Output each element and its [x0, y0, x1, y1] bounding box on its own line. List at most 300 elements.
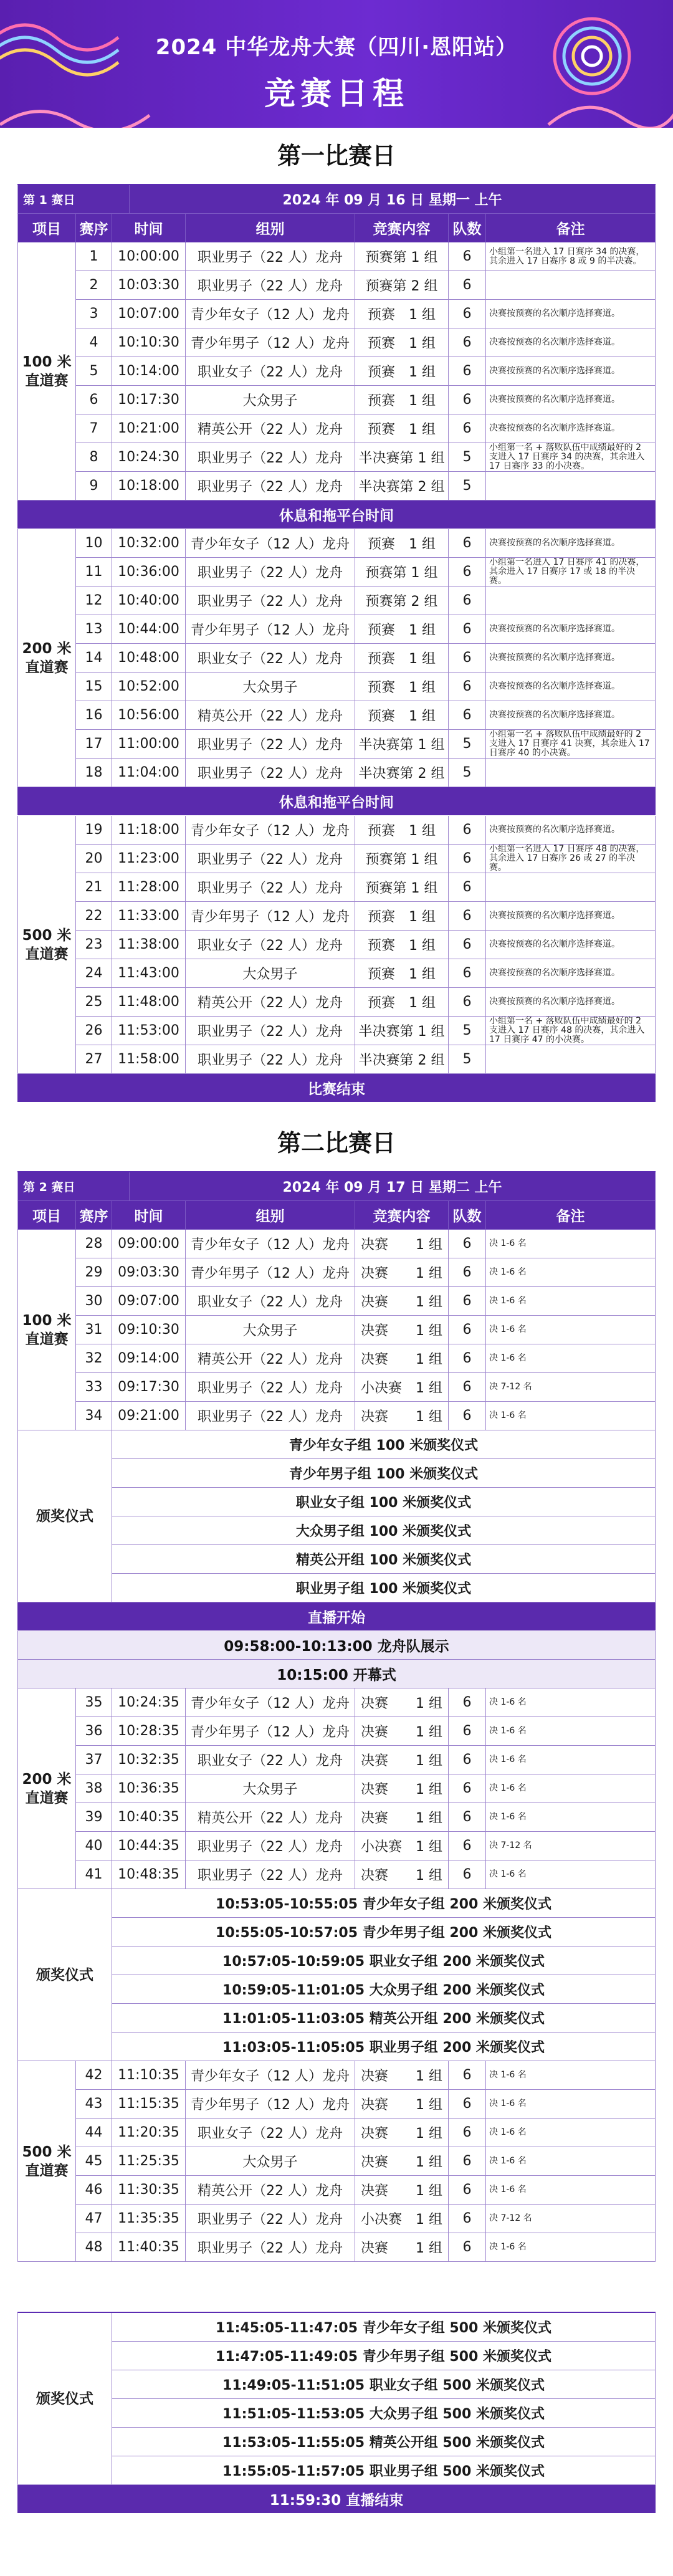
- race-teams: 6: [449, 414, 486, 443]
- race-content: 预赛第 1 组: [355, 873, 449, 902]
- race-group: 大众男子: [186, 959, 355, 988]
- category-label: 200 米直道赛: [17, 529, 76, 787]
- race-time: 09:03:30: [112, 1258, 186, 1287]
- race-time: 11:25:35: [112, 2147, 186, 2176]
- race-seq: 48: [76, 2233, 112, 2262]
- race-content: 预赛 1 组: [355, 300, 449, 328]
- race-teams: 6: [449, 2176, 486, 2205]
- race-teams: 6: [449, 873, 486, 902]
- race-seq: 42: [76, 2061, 112, 2090]
- table-row: [76, 2090, 656, 2119]
- col-content: 竞赛内容: [355, 1201, 449, 1230]
- race-content: 小决赛 1 组: [355, 1373, 449, 1402]
- ceremony-item: 11:47:05-11:49:05 青少年男子组 500 米颁奖仪式: [112, 2342, 656, 2370]
- race-time: 11:00:00: [112, 730, 186, 759]
- race-remark: 决 1-6 名: [486, 1774, 656, 1803]
- ceremony-row: [112, 1889, 656, 1918]
- race-teams: 6: [449, 271, 486, 300]
- race-teams: 6: [449, 1344, 486, 1373]
- table-row: [76, 1832, 656, 1860]
- race-seq: 40: [76, 1832, 112, 1860]
- race-rows: [76, 816, 656, 1074]
- race-group: 职业男子（22 人）龙舟: [186, 1017, 355, 1045]
- ceremony-item: 10:55:05-10:57:05 青少年男子组 200 米颁奖仪式: [112, 1918, 656, 1946]
- col-teams: 队数: [449, 1201, 486, 1230]
- race-content: 预赛 1 组: [355, 701, 449, 730]
- race-seq: 19: [76, 816, 112, 845]
- ceremony-row: [112, 2456, 656, 2485]
- table-row: [76, 1287, 656, 1316]
- race-seq: 27: [76, 1045, 112, 1074]
- race-group: 青少年女子（12 人）龙舟: [186, 1688, 355, 1717]
- ceremony-row: [112, 1574, 656, 1602]
- race-group: 精英公开（22 人）龙舟: [186, 1803, 355, 1832]
- col-group: 组别: [186, 1201, 355, 1230]
- race-teams: 6: [449, 357, 486, 386]
- table-row: [76, 730, 656, 759]
- race-content: 决赛 1 组: [355, 1860, 449, 1889]
- race-content: 预赛 1 组: [355, 615, 449, 644]
- race-time: 11:38:00: [112, 931, 186, 959]
- day-label: 第 2 赛日: [17, 1172, 130, 1201]
- category-group: [17, 529, 656, 787]
- category-label: 100 米直道赛: [17, 1230, 76, 1430]
- race-seq: 41: [76, 1860, 112, 1889]
- race-group: 青少年女子（12 人）龙舟: [186, 2061, 355, 2090]
- ceremony-item: 青少年男子组 100 米颁奖仪式: [112, 1459, 656, 1488]
- race-remark: 决赛按预赛的名次顺序选择赛道。: [486, 673, 656, 701]
- category-label: 500 米直道赛: [17, 816, 76, 1074]
- race-time: 10:17:30: [112, 386, 186, 414]
- race-remark: 决 1-6 名: [486, 1860, 656, 1889]
- category-label: 颁奖仪式: [17, 2313, 112, 2485]
- race-content: 预赛 1 组: [355, 414, 449, 443]
- race-time: 11:30:35: [112, 2176, 186, 2205]
- race-content: 预赛 1 组: [355, 959, 449, 988]
- race-group: 职业男子（22 人）龙舟: [186, 2233, 355, 2262]
- race-remark: 决赛按预赛的名次顺序选择赛道。: [486, 701, 656, 730]
- race-content: 小决赛 1 组: [355, 1832, 449, 1860]
- race-seq: 46: [76, 2176, 112, 2205]
- category-label: 颁奖仪式: [17, 1889, 112, 2061]
- race-group: 青少年男子（12 人）龙舟: [186, 328, 355, 357]
- race-teams: 6: [449, 1688, 486, 1717]
- race-remark: [486, 759, 656, 787]
- race-group: 职业男子（22 人）龙舟: [186, 845, 355, 873]
- ceremony-200-block: [17, 1889, 656, 2061]
- race-seq: 18: [76, 759, 112, 787]
- table-row: [76, 1045, 656, 1074]
- race-seq: 35: [76, 1688, 112, 1717]
- race-time: 11:20:35: [112, 2119, 186, 2147]
- race-group: 大众男子: [186, 673, 355, 701]
- race-teams: 6: [449, 1287, 486, 1316]
- race-group: 精英公开（22 人）龙舟: [186, 414, 355, 443]
- race-time: 10:28:35: [112, 1717, 186, 1746]
- race-rows: [76, 529, 656, 787]
- race-seq: 34: [76, 1402, 112, 1430]
- race-content: 决赛 1 组: [355, 1287, 449, 1316]
- race-remark: 决 1-6 名: [486, 2233, 656, 2262]
- table-row: [76, 443, 656, 472]
- table-row: [76, 300, 656, 328]
- race-remark: 决赛按预赛的名次顺序选择赛道。: [486, 615, 656, 644]
- race-seq: 24: [76, 959, 112, 988]
- race-teams: 6: [449, 558, 486, 587]
- race-group: 青少年男子（12 人）龙舟: [186, 902, 355, 931]
- race-remark: 决 1-6 名: [486, 1344, 656, 1373]
- race-group: 职业女子（22 人）龙舟: [186, 931, 355, 959]
- ceremony-item: 11:53:05-11:55:05 精英公开组 500 米颁奖仪式: [112, 2428, 656, 2456]
- category-group: [17, 1230, 656, 1430]
- table-row: [76, 414, 656, 443]
- race-time: 10:21:00: [112, 414, 186, 443]
- race-time: 10:40:35: [112, 1803, 186, 1832]
- race-time: 10:44:35: [112, 1832, 186, 1860]
- race-teams: 6: [449, 1373, 486, 1402]
- race-seq: 26: [76, 1017, 112, 1045]
- race-content: 半决赛第 2 组: [355, 759, 449, 787]
- ceremony-group: [17, 1889, 656, 2061]
- race-remark: 小组第一名 + 落败队伍中成绩最好的 2 支进入 17 日赛序 34 的决赛，其余进入 17 日赛序 33 的小决赛。: [486, 443, 656, 472]
- category-label: 颁奖仪式: [17, 1430, 112, 1602]
- race-content: 半决赛第 2 组: [355, 472, 449, 500]
- race-100-block: [17, 1230, 656, 1430]
- race-seq: 20: [76, 845, 112, 873]
- ceremony-row: [112, 1918, 656, 1946]
- race-content: 半决赛第 1 组: [355, 443, 449, 472]
- race-group: 职业男子（22 人）龙舟: [186, 587, 355, 615]
- race-remark: 决赛按预赛的名次顺序选择赛道。: [486, 414, 656, 443]
- race-seq: 31: [76, 1316, 112, 1344]
- ceremony-item: 10:59:05-11:01:05 大众男子组 200 米颁奖仪式: [112, 1975, 656, 2004]
- race-remark: 决 1-6 名: [486, 2061, 656, 2090]
- race-content: 预赛 1 组: [355, 529, 449, 558]
- race-seq: 10: [76, 529, 112, 558]
- race-remark: 决 1-6 名: [486, 1287, 656, 1316]
- col-seq: 赛序: [76, 1201, 112, 1230]
- race-group: 精英公开（22 人）龙舟: [186, 2176, 355, 2205]
- race-seq: 45: [76, 2147, 112, 2176]
- race-group: 职业男子（22 人）龙舟: [186, 271, 355, 300]
- race-content: 预赛 1 组: [355, 902, 449, 931]
- ceremony-item: 职业女子组 100 米颁奖仪式: [112, 1488, 656, 1516]
- category-label: 500 米直道赛: [17, 2061, 76, 2262]
- race-time: 10:48:00: [112, 644, 186, 673]
- race-teams: 5: [449, 730, 486, 759]
- race-group: 职业女子（22 人）龙舟: [186, 1746, 355, 1774]
- date-label: 2024 年 09 月 16 日 星期一 上午: [130, 185, 656, 214]
- race-group: 青少年男子（12 人）龙舟: [186, 2090, 355, 2119]
- day2-title: 第二比赛日: [277, 1129, 396, 1157]
- race-content: 决赛 1 组: [355, 1746, 449, 1774]
- category-group: [17, 816, 656, 1074]
- table-row: [76, 1402, 656, 1430]
- race-teams: 5: [449, 443, 486, 472]
- ceremony-item: 11:01:05-11:03:05 精英公开组 200 米颁奖仪式: [112, 2004, 656, 2033]
- race-time: 10:32:35: [112, 1746, 186, 1774]
- race-content: 预赛第 1 组: [355, 558, 449, 587]
- race-time: 11:53:00: [112, 1017, 186, 1045]
- event-subtitle: 2024 中华龙舟大赛（四川·恩阳站）: [155, 35, 518, 60]
- race-remark: 决 1-6 名: [486, 2147, 656, 2176]
- race-group: 职业男子（22 人）龙舟: [186, 1045, 355, 1074]
- race-teams: 6: [449, 845, 486, 873]
- ceremony-100-block: [17, 1430, 656, 1602]
- race-group: 职业男子（22 人）龙舟: [186, 1373, 355, 1402]
- race-teams: 6: [449, 1230, 486, 1258]
- race-seq: 21: [76, 873, 112, 902]
- race-group: 青少年女子（12 人）龙舟: [186, 300, 355, 328]
- race-time: 10:36:35: [112, 1774, 186, 1803]
- ceremony-item: 大众男子组 100 米颁奖仪式: [112, 1516, 656, 1545]
- race-content: 预赛 1 组: [355, 988, 449, 1017]
- opening-ceremony: 10:15:00 开幕式: [17, 1660, 656, 1688]
- race-content: 预赛第 2 组: [355, 587, 449, 615]
- race-time: 11:48:00: [112, 988, 186, 1017]
- race-content: 预赛第 2 组: [355, 271, 449, 300]
- table-row: [76, 1017, 656, 1045]
- race-remark: 决 7-12 名: [486, 2205, 656, 2233]
- table-row: [76, 328, 656, 357]
- race-seq: 12: [76, 587, 112, 615]
- page-header: [0, 0, 673, 128]
- day1-title: 第一比赛日: [277, 142, 396, 170]
- race-teams: 6: [449, 300, 486, 328]
- day1-blocks: [17, 242, 656, 1074]
- race-teams: 6: [449, 1717, 486, 1746]
- ceremony-500-block: [17, 2313, 656, 2485]
- race-teams: 6: [449, 1402, 486, 1430]
- table-row: [76, 959, 656, 988]
- race-teams: 5: [449, 1017, 486, 1045]
- ceremony-row: [112, 1516, 656, 1545]
- rest-divider: 休息和拖平台时间: [17, 500, 656, 529]
- race-seq: 36: [76, 1717, 112, 1746]
- race-remark: [486, 1045, 656, 1074]
- race-remark: 决赛按预赛的名次顺序选择赛道。: [486, 959, 656, 988]
- race-remark: 决赛按预赛的名次顺序选择赛道。: [486, 386, 656, 414]
- race-seq: 39: [76, 1803, 112, 1832]
- race-teams: 6: [449, 2147, 486, 2176]
- race-teams: 6: [449, 2061, 486, 2090]
- race-seq: 17: [76, 730, 112, 759]
- race-teams: 6: [449, 1316, 486, 1344]
- race-time: 11:04:00: [112, 759, 186, 787]
- table-row: [76, 529, 656, 558]
- col-content: 竞赛内容: [355, 214, 449, 242]
- ceremony-row: [112, 1946, 656, 1975]
- race-time: 10:48:35: [112, 1860, 186, 1889]
- race-remark: 决 1-6 名: [486, 1746, 656, 1774]
- race-seq: 47: [76, 2205, 112, 2233]
- race-time: 11:40:35: [112, 2233, 186, 2262]
- table-row: [76, 386, 656, 414]
- category-label: 200 米直道赛: [17, 1688, 76, 1889]
- race-time: 10:44:00: [112, 615, 186, 644]
- race-remark: [486, 873, 656, 902]
- table-row: [76, 1688, 656, 1717]
- race-group: 职业男子（22 人）龙舟: [186, 1402, 355, 1430]
- table-row: [76, 2147, 656, 2176]
- table-row: [76, 1344, 656, 1373]
- race-group: 职业男子（22 人）龙舟: [186, 759, 355, 787]
- race-seq: 25: [76, 988, 112, 1017]
- table-row: [76, 1860, 656, 1889]
- race-group: 大众男子: [186, 2147, 355, 2176]
- race-remark: [486, 587, 656, 615]
- race-remark: 决 7-12 名: [486, 1832, 656, 1860]
- category-group: [17, 242, 656, 500]
- race-remark: 小组第一名进入 17 日赛序 34 的决赛，其余进入 17 日赛序 8 或 9 的半决赛。: [486, 242, 656, 271]
- ceremony-item: 11:55:05-11:57:05 职业男子组 500 米颁奖仪式: [112, 2456, 656, 2485]
- race-group: 职业女子（22 人）龙舟: [186, 357, 355, 386]
- table-row: [76, 931, 656, 959]
- race-teams: 6: [449, 1860, 486, 1889]
- race-remark: 决赛按预赛的名次顺序选择赛道。: [486, 902, 656, 931]
- race-teams: 6: [449, 644, 486, 673]
- table-row: [76, 1258, 656, 1287]
- table-row: [76, 845, 656, 873]
- ceremony-row: [112, 2033, 656, 2061]
- dragon-show: 09:58:00-10:13:00 龙舟队展示: [17, 1631, 656, 1660]
- race-content: 决赛 1 组: [355, 1803, 449, 1832]
- table-row: [76, 472, 656, 500]
- race-time: 10:10:30: [112, 328, 186, 357]
- race-content: 预赛 1 组: [355, 673, 449, 701]
- race-content: 预赛第 1 组: [355, 242, 449, 271]
- ceremony-group: [17, 2313, 656, 2485]
- race-remark: 决 1-6 名: [486, 1688, 656, 1717]
- race-seq: 37: [76, 1746, 112, 1774]
- race-seq: 15: [76, 673, 112, 701]
- table-row: [76, 2176, 656, 2205]
- column-header-row: [17, 214, 656, 242]
- race-group: 职业男子（22 人）龙舟: [186, 2205, 355, 2233]
- table-row: [76, 1774, 656, 1803]
- category-group: [17, 1688, 656, 1889]
- table-row: [76, 1373, 656, 1402]
- race-seq: 38: [76, 1774, 112, 1803]
- race-remark: 决赛按预赛的名次顺序选择赛道。: [486, 328, 656, 357]
- ceremony-item: 10:57:05-10:59:05 职业女子组 200 米颁奖仪式: [112, 1946, 656, 1975]
- race-teams: 6: [449, 2233, 486, 2262]
- day1-end: 比赛结束: [17, 1074, 656, 1103]
- ceremony-row: [112, 1459, 656, 1488]
- race-seq: 5: [76, 357, 112, 386]
- race-seq: 44: [76, 2119, 112, 2147]
- race-teams: 6: [449, 673, 486, 701]
- race-time: 09:17:30: [112, 1373, 186, 1402]
- race-teams: 6: [449, 1258, 486, 1287]
- race-time: 10:36:00: [112, 558, 186, 587]
- race-time: 10:32:00: [112, 529, 186, 558]
- race-time: 10:18:00: [112, 472, 186, 500]
- table-row: [76, 587, 656, 615]
- race-remark: 决 1-6 名: [486, 1316, 656, 1344]
- race-group: 大众男子: [186, 1316, 355, 1344]
- race-seq: 28: [76, 1230, 112, 1258]
- race-content: 决赛 1 组: [355, 1316, 449, 1344]
- race-time: 10:24:35: [112, 1688, 186, 1717]
- race-content: 小决赛 1 组: [355, 2205, 449, 2233]
- race-time: 11:28:00: [112, 873, 186, 902]
- race-teams: 6: [449, 959, 486, 988]
- race-teams: 6: [449, 902, 486, 931]
- final-ceremony-table: [17, 2312, 656, 2514]
- ceremony-row: [112, 2342, 656, 2370]
- ceremony-row: [112, 1975, 656, 2004]
- race-content: 半决赛第 2 组: [355, 1045, 449, 1074]
- table-row: [76, 1717, 656, 1746]
- race-group: 职业男子（22 人）龙舟: [186, 730, 355, 759]
- race-time: 09:14:00: [112, 1344, 186, 1373]
- race-teams: 6: [449, 816, 486, 845]
- ceremony-row: [112, 1488, 656, 1516]
- race-rows: [76, 1688, 656, 1889]
- table-row: [76, 2205, 656, 2233]
- race-teams: 6: [449, 701, 486, 730]
- race-group: 大众男子: [186, 386, 355, 414]
- ceremony-row: [112, 2313, 656, 2342]
- race-content: 预赛第 1 组: [355, 845, 449, 873]
- race-seq: 7: [76, 414, 112, 443]
- race-time: 10:52:00: [112, 673, 186, 701]
- race-remark: 决赛按预赛的名次顺序选择赛道。: [486, 644, 656, 673]
- race-content: 决赛 1 组: [355, 2090, 449, 2119]
- race-remark: 决 1-6 名: [486, 2119, 656, 2147]
- table-row: [76, 615, 656, 644]
- race-teams: 6: [449, 328, 486, 357]
- ceremony-item: 精英公开组 100 米颁奖仪式: [112, 1545, 656, 1574]
- race-time: 10:56:00: [112, 701, 186, 730]
- race-remark: 决赛按预赛的名次顺序选择赛道。: [486, 529, 656, 558]
- day1-date-row: [17, 185, 656, 214]
- race-seq: 22: [76, 902, 112, 931]
- race-teams: 6: [449, 615, 486, 644]
- race-time: 11:33:00: [112, 902, 186, 931]
- race-group: 青少年男子（12 人）龙舟: [186, 1258, 355, 1287]
- race-rows: [76, 1230, 656, 1430]
- race-seq: 8: [76, 443, 112, 472]
- race-time: 10:14:00: [112, 357, 186, 386]
- ceremony-item: 11:49:05-11:51:05 职业女子组 500 米颁奖仪式: [112, 2370, 656, 2399]
- race-seq: 11: [76, 558, 112, 587]
- race-teams: 6: [449, 988, 486, 1017]
- race-seq: 16: [76, 701, 112, 730]
- table-row: [76, 873, 656, 902]
- ceremony-rows: [112, 1889, 656, 2061]
- table-row: [76, 1316, 656, 1344]
- race-time: 10:00:00: [112, 242, 186, 271]
- race-content: 预赛 1 组: [355, 816, 449, 845]
- race-group: 职业男子（22 人）龙舟: [186, 1860, 355, 1889]
- race-time: 11:58:00: [112, 1045, 186, 1074]
- race-seq: 30: [76, 1287, 112, 1316]
- race-group: 职业男子（22 人）龙舟: [186, 443, 355, 472]
- race-group: 职业男子（22 人）龙舟: [186, 242, 355, 271]
- race-time: 11:23:00: [112, 845, 186, 873]
- table-row: [76, 988, 656, 1017]
- race-remark: 小组第一名 + 落败队伍中成绩最好的 2 支进入 17 日赛序 41 决赛，其余进入 17 日赛序 40 的小决赛。: [486, 730, 656, 759]
- race-group: 精英公开（22 人）龙舟: [186, 701, 355, 730]
- ceremony-item: 11:03:05-11:05:05 职业男子组 200 米颁奖仪式: [112, 2033, 656, 2061]
- race-group: 青少年女子（12 人）龙舟: [186, 529, 355, 558]
- race-teams: 6: [449, 1803, 486, 1832]
- race-teams: 6: [449, 2090, 486, 2119]
- race-remark: 决赛按预赛的名次顺序选择赛道。: [486, 357, 656, 386]
- live-start: 直播开始: [17, 1602, 656, 1631]
